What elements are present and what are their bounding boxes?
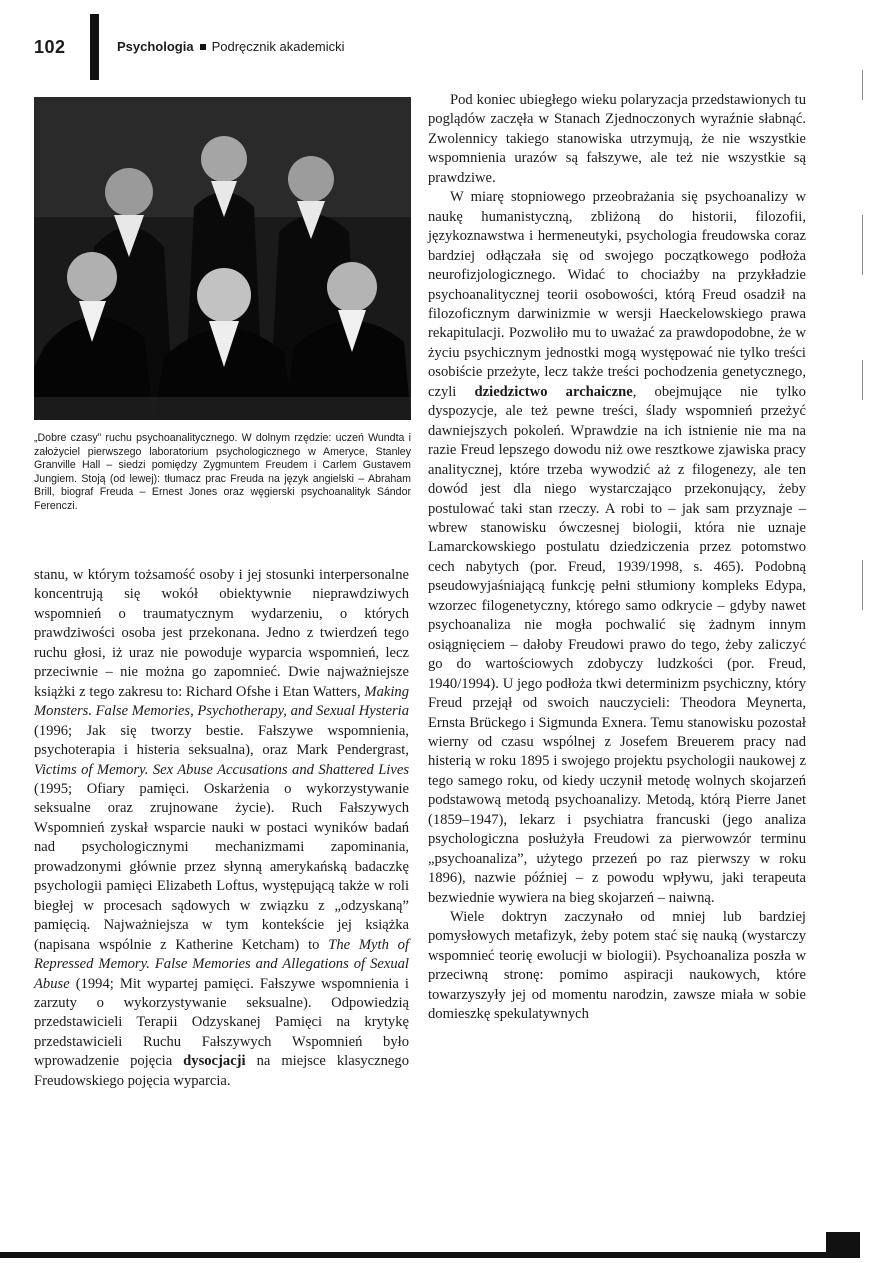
text-run: W miarę stopniowego przeobrażania się psychoanalizy w naukę humanistyczną, zbliżoną do historii, filozofii, językoznawstwa i hermeneutyki, psychologia freudowska coraz bardziej odłączała się od swojego początkowego podłoża neurofizjologicznego. Widać to chociażby na przykładzie psychoanalitycznej teorii osobowości, którą Freud osadził na filozoficznym darwinizmie w wersji Haeckelowskiego prawa rekapitulacji. Pozwoliło mu to uważać za prawdopodobne, że w życiu psychicznym jednostki mogą występować nie tylko treści osobiście przeżyte, lecz także treści pochodzenia genetycznego, czyli bbox=[428, 189, 806, 400]
photo-figures bbox=[34, 97, 411, 420]
photo-caption: „Dobre czasy” ruchu psychoanalitycznego. W dolnym rzędzie: uczeń Wundta i założyciel pierwszego laboratorium psychologicznego w Ameryce, Stanley Granville Hall – siedzi pomiędzy Zygmuntem Freudem i Carlem Gustavem Jungiem. Stoją (od lewej): tłumacz prac Freuda na język angielski – Abraham Brill, biograf Freuda – Ernest Jones oraz węgierski psychoanalityk Sándor Ferenczi. bbox=[34, 432, 411, 512]
book-title-italic: Victims of Memory. Sex Abuse Accusations and Shattered Lives bbox=[34, 761, 409, 778]
right-paragraph-2 bbox=[428, 188, 806, 908]
text-run: (1996; Jak się tworzy bestie. Fałszywe wspomnienia, psychoterapia i histeria seksualna), oraz Mark Pendergrast, bbox=[34, 722, 409, 759]
text-run: (1994; Mit wypartej pamięci. Fałszywe wspomnienia i zarzuty o wykorzystywanie seksualne). Odpowiedzią przedstawicieli Terapii Odzyskanej Pamięci na krytykę przedstawicieli Ruchu Fałszywych Wspomnień było wprowadzenie pojęcia bbox=[34, 975, 409, 1070]
footer-rule-end bbox=[826, 1232, 860, 1258]
right-paragraph-3: Wiele doktryn zaczynało od mniej lub bardziej pomysłowych metafizyk, żeby potem stać się nauką (wystarczy wspomnieć teorię ewolucji w biologii). Psychoanaliza poszła w przeciwną stronę: pomimo aspiracji naukowych, które towarzyszyły jej od momentu narodzin, zawsze miała w sobie domieszkę spekulatywnych bbox=[428, 909, 806, 1023]
page-number: 102 bbox=[34, 37, 66, 57]
book-subtitle: Podręcznik akademicki bbox=[211, 39, 345, 54]
book-title-italic: Making Monsters. False Memories, Psychotherapy, and Sexual Hysteria bbox=[34, 683, 409, 720]
scan-margin-mark bbox=[862, 560, 863, 610]
book-title-italic: The Myth of Repressed Memory. False Memories and Allegations of Sexual Abuse bbox=[34, 936, 409, 992]
text-run: (1995; Ofiary pamięci. Oskarżenia o wykorzystywanie seksualne oraz zrujnowane życie). Ruch Fałszywych Wspomnień zyskał wsparcie nauki w postaci wyników badań nad psychologicznymi mechanizmami zapominania, prowadzonymi głównie przez słynną amerykańską badaczkę psychologii pamięci Elizabeth Loftus, występującą także w roli biegłej w procesach sądowych w związku z „odzyskaną” pamięcią. Najważniejsza w tym kontekście jej książka (napisana wspólnie z Katherine Ketcham) to bbox=[34, 780, 409, 953]
key-term: dziedzictwo archaiczne bbox=[474, 383, 633, 400]
text-run: , obejmujące nie tylko dyspozycje, ale też pewne treści, ślady wspomnień przeżyć dawniejszych pokoleń. Wprawdzie na ich istnienie nie ma na razie Freud lepszego dowodu niż owe resztkowe zjawiska pracy analitycznej, które trzeba wywodzić aż z filogenezy, ale ten dowód jest dla niego wystarczająco przekonujący, żeby postulować taki stan rzeczy. A robi to – jak sam przyznaje – wbrew stanowisku ówczesnej biologii, która nie uznaje Lamarckowskiego postulatu dziedziczenia przez potomstwo cech nabytych (por. Freud, 1939/1998, s. 465). Podobną pseudowyjaśniającą funkcję pełni stłumiony kompleks Edypa, wzorzec filogenetyczny, którego samo odkrycie – gdyby nawet psychoanaliza nie mogła pochwalić się żadnym innym osiągnięciem – dałoby Freudowi prawo do tego, żeby zaliczyć go do wartościowych zdobyczy ludzkości (por. Freud, 1940/1994). U jego podłoża tkwi determinizm psychiczny, który Freud przejął od swoich nauczycieli: Theodora Meynerta, Ernsta Brückego i Sigmunda Exnera. Temu stanowisku pozostał wierny od czasu wspólnej z Josefem Breuerem pracy nad histerią w roku 1895 i swojego projektu psychologii naukowej z tego samego roku, od kiedy uczynił metodę wolnych skojarzeń podstawową metodą psychoanalizy. Metodą, którą Pierre Janet (1859–1947), lekarz i psychiatra francuski (jego analiza psychologiczna posłużyła Freudowi za pierwowzór terminu „psychoanaliza”, użytego przezeń po raz pierwszy w roku 1896), nazwie później – z powodu wpływu, jaki terapeuta bezwiednie wywiera na bieg skojarzeń – naiwną. bbox=[428, 383, 806, 906]
left-column bbox=[34, 566, 409, 1091]
scan-margin-mark bbox=[862, 215, 863, 275]
group-photograph bbox=[34, 97, 411, 420]
book-title: Psychologia bbox=[117, 39, 194, 54]
key-term: dysocjacji bbox=[183, 1053, 246, 1070]
right-column bbox=[428, 91, 806, 1025]
header-divider-bar bbox=[90, 14, 99, 80]
text-run: na miejsce klasycznego Freudowskiego pojęcia wyparcia. bbox=[34, 1053, 409, 1089]
left-paragraph bbox=[34, 566, 409, 1091]
scan-margin-mark bbox=[862, 70, 863, 100]
text-run: stanu, w którym tożsamość osoby i jej stosunki interpersonalne koncentrują się wokół obiektywnie nieprawdziwych wspomnień o traumatycznym wydarzeniu, o których prawdziwości osoba jest przekonana. Jedno z twierdzeń tego ruchu głosi, iż uraz nie powoduje wyparcia wspomnień, lecz przeciwnie – nie można go zapomnieć. Dwie najważniejsze książki z tego zakresu to: Richard Ofshe i Etan Watters, bbox=[34, 567, 409, 700]
right-paragraph-1: Pod koniec ubiegłego wieku polaryzacja przedstawionych tu poglądów zaczęła w Stanach Zjednoczonych wyraźnie słabnąć. Zwolennicy takiego stanowiska utrzymują, że nie wszystkie wspomnienia urazów są fałszywe, ale też nie wszystkie są prawdziwe. bbox=[428, 92, 806, 186]
scan-margin-mark bbox=[862, 360, 863, 400]
square-bullet-icon bbox=[200, 44, 206, 50]
footer-rule bbox=[0, 1252, 860, 1258]
running-header bbox=[117, 39, 345, 54]
